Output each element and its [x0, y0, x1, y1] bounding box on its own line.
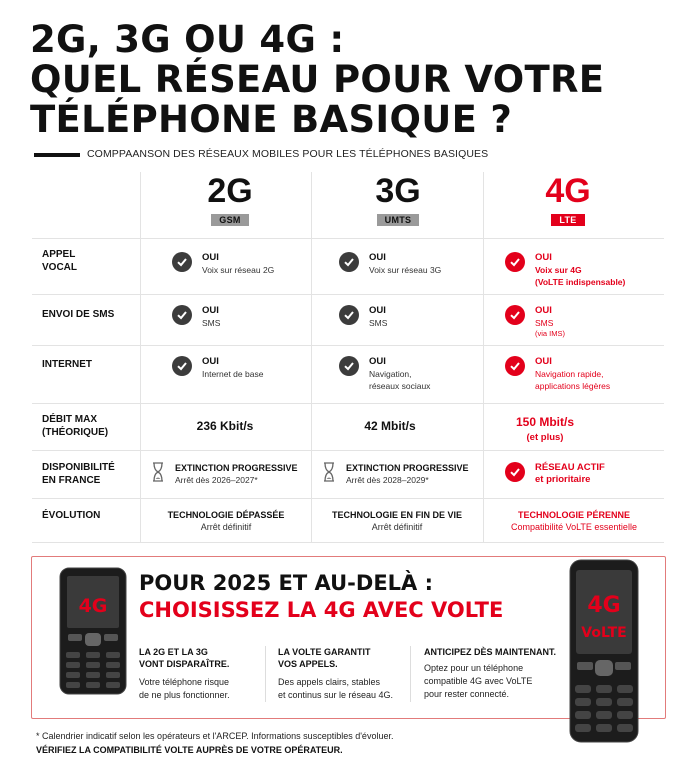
row-label-dispo — [42, 461, 115, 487]
panel-col-body — [278, 676, 413, 702]
column-header-4g — [528, 172, 608, 228]
debit-4g-value: 150 Mbit/s — [515, 415, 575, 429]
cell-detail: Internet de base — [202, 369, 264, 379]
grid-hline — [32, 345, 664, 346]
column-header-2g — [190, 172, 270, 228]
panel-col-body-line: Des appels clairs, stables — [278, 677, 381, 687]
column-gen-3g: 3G — [375, 172, 421, 210]
check-circle-icon — [172, 356, 192, 376]
grid-hline — [32, 450, 664, 451]
hourglass-icon — [151, 462, 165, 482]
row-label-line: DÉBIT MAX — [42, 414, 97, 425]
cell-sms-4g — [505, 305, 565, 339]
cell-detail: Arrêt définitif — [200, 522, 252, 532]
panel-col-heading: ANTICIPEZ DÈS MAINTENANT. — [424, 647, 557, 657]
cell-appel-4g — [505, 252, 625, 288]
footer-warning: VÉRIFIEZ LA COMPATIBILITÉ VOLTE AUPRÈS DE VOTRE OPÉRATEUR. — [36, 745, 343, 755]
cell-value: EXTINCTION PROGRESSIVE — [346, 463, 469, 473]
badge-umts: UMTS — [377, 214, 420, 226]
cell-detail: SMS — [202, 318, 221, 328]
check-circle-icon — [505, 462, 525, 482]
title-line-2: QUEL RÉSEAU POUR VOTRE — [30, 58, 605, 101]
column-header-3g — [358, 172, 438, 228]
cell-value: TECHNOLOGIE PÉRENNE — [517, 510, 630, 520]
check-circle-icon — [172, 305, 192, 325]
panel-col-body — [139, 676, 274, 702]
cell-internet-3g — [339, 356, 430, 392]
grid-hline — [32, 403, 664, 404]
cell-detail: (via IMS) — [535, 329, 565, 338]
cell-detail: et prioritaire — [535, 474, 591, 485]
grid-hline — [32, 294, 664, 295]
title-line-3: TÉLÉPHONE BASIQUE ? — [30, 98, 513, 141]
title-line-1: 2G, 3G OU 4G : — [30, 18, 345, 61]
cell-detail: Voix sur réseau 3G — [369, 265, 442, 275]
panel-col-heading: LA VOLTE GARANTIT — [278, 647, 371, 657]
row-label-line: DISPONIBILITÉ — [42, 462, 115, 473]
panel-col-body-line: compatible 4G avec VoLTE — [424, 676, 533, 686]
panel-col-disparition — [139, 646, 274, 702]
cell-value: EXTINCTION PROGRESSIVE — [175, 463, 298, 473]
cell-value: OUI — [202, 305, 219, 316]
grid-hline — [32, 498, 664, 499]
cell-sms-2g — [172, 305, 220, 329]
check-circle-icon — [339, 252, 359, 272]
check-circle-icon — [339, 356, 359, 376]
cell-detail: SMS — [369, 318, 388, 328]
footnote: * Calendrier indicatif selon les opérateurs et l'ARCEP. Informations susceptibles d'évoluer. — [36, 731, 394, 741]
panel-subtitle: CHOISISSEZ LA 4G AVEC VOLTE — [139, 598, 504, 622]
row-label-line: VOCAL — [42, 262, 77, 273]
cell-dispo-3g — [322, 462, 469, 486]
cell-detail: (VoLTE indispensable) — [535, 277, 626, 287]
cell-value: TECHNOLOGIE DÉPASSÉE — [167, 510, 285, 520]
check-circle-icon — [339, 305, 359, 325]
cell-appel-2g — [172, 252, 274, 276]
cell-value: OUI — [369, 305, 386, 316]
grid-vline — [140, 172, 141, 542]
cell-dispo-2g — [151, 462, 298, 486]
grid-vline — [311, 172, 312, 542]
cell-appel-3g — [339, 252, 441, 276]
panel-col-heading: VOS APPELS. — [278, 659, 338, 669]
cell-evolution-4g — [486, 509, 662, 533]
cell-internet-2g — [172, 356, 263, 380]
check-circle-icon — [505, 356, 525, 376]
cell-value: OUI — [202, 252, 219, 263]
panel-col-body-line: et continus sur le réseau 4G. — [278, 690, 394, 700]
panel-col-body-line: Optez pour un téléphone — [424, 663, 524, 673]
row-label-line: APPEL — [42, 249, 76, 260]
cell-detail: Arrêt dès 2026–2027* — [175, 475, 258, 485]
row-label-sms: ENVOI DE SMS — [42, 309, 115, 320]
column-gen-4g: 4G — [545, 172, 591, 210]
feature-phone-icon — [568, 558, 640, 744]
phone-screen-label: 4G — [587, 593, 621, 618]
panel-col-body-line: Votre téléphone risque — [139, 677, 230, 687]
cell-value: OUI — [369, 252, 386, 263]
check-circle-icon — [505, 252, 525, 272]
cell-detail: Voix sur 4G — [535, 265, 582, 275]
row-label-evolution: ÉVOLUTION — [42, 510, 101, 521]
subtitle-rule — [34, 153, 80, 157]
row-label-appel — [42, 248, 77, 274]
badge-gsm: GSM — [211, 214, 248, 226]
cell-value: TECHNOLOGIE EN FIN DE VIE — [331, 510, 462, 520]
row-label-internet: INTERNET — [42, 359, 92, 370]
row-label-line: EN FRANCE — [42, 475, 101, 486]
hourglass-icon — [322, 462, 336, 482]
panel-col-body-line: pour rester connecté. — [424, 689, 510, 699]
cell-value: RÉSEAU ACTIF — [535, 462, 605, 473]
cell-sms-3g — [339, 305, 387, 329]
cell-detail: Compatibilité VoLTE essentielle — [511, 522, 637, 532]
panel-col-volte — [278, 646, 413, 702]
panel-col-heading: VONT DISPARAÎTRE. — [139, 659, 230, 669]
row-label-debit — [42, 413, 108, 439]
cell-detail: Arrêt dès 2028–2029* — [346, 475, 429, 485]
check-circle-icon — [505, 305, 525, 325]
debit-4g-note: (et plus) — [526, 432, 564, 443]
cell-value: OUI — [535, 305, 552, 316]
phone-screen-label: 4G — [78, 595, 108, 617]
cell-evolution-3g — [314, 509, 480, 533]
panel-col-heading: LA 2G ET LA 3G — [139, 647, 208, 657]
panel-divider — [265, 646, 266, 702]
cell-value: OUI — [535, 252, 552, 263]
cell-internet-4g — [505, 356, 610, 392]
debit-3g: 42 Mbit/s — [364, 419, 416, 433]
grid-hline — [32, 542, 664, 543]
cell-detail: réseaux sociaux — [369, 381, 431, 391]
grid-vline — [483, 172, 484, 542]
cell-evolution-2g — [144, 509, 308, 533]
cell-detail: Navigation, — [369, 369, 412, 379]
cell-value: OUI — [202, 356, 219, 367]
cell-value: OUI — [369, 356, 386, 367]
cell-dispo-4g — [505, 462, 605, 486]
cell-detail: applications légères — [535, 381, 611, 391]
panel-col-body-line: de ne plus fonctionner. — [139, 690, 230, 700]
cell-detail: Navigation rapide, — [535, 369, 604, 379]
subtitle: COMPPAANSON DES RÉSEAUX MOBILES POUR LES TÉLÉPHONES BASIQUES — [87, 148, 489, 160]
panel-divider — [410, 646, 411, 702]
row-label-line: (THÉORIQUE) — [42, 427, 109, 438]
page-title — [30, 20, 670, 140]
column-gen-2g: 2G — [207, 172, 253, 210]
phone-screen-label: VoLTE — [581, 625, 627, 641]
panel-col-body — [424, 662, 564, 701]
cell-detail: Voix sur réseau 2G — [202, 265, 275, 275]
feature-phone-icon — [58, 566, 128, 696]
debit-2g: 236 Kbit/s — [196, 419, 254, 433]
panel-col-anticipez — [424, 646, 564, 701]
badge-lte: LTE — [551, 214, 584, 226]
cell-detail: SMS — [535, 318, 554, 328]
cell-detail: Arrêt définitif — [371, 522, 423, 532]
panel-title: POUR 2025 ET AU-DELÀ : — [139, 571, 434, 595]
check-circle-icon — [172, 252, 192, 272]
debit-4g — [495, 415, 595, 445]
cell-value: OUI — [535, 356, 552, 367]
grid-hline — [32, 238, 664, 239]
